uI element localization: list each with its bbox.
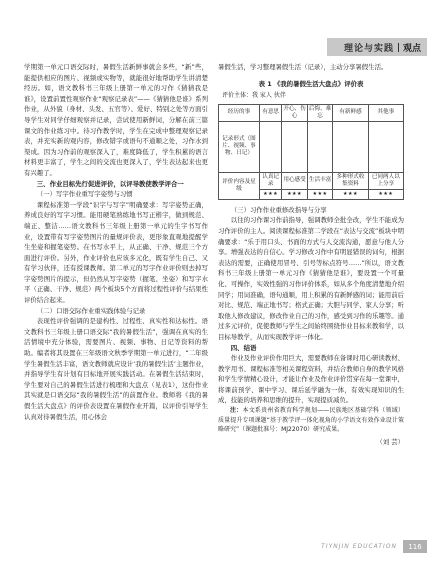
subsection-heading-1: （一）写字作业重写字姿势与习惯 xyxy=(36,190,133,199)
table-row-label: 评价内容及星级 xyxy=(219,172,260,199)
table-criteria-cell: 生活丰富 xyxy=(307,172,333,189)
star-rating: ★★★ xyxy=(333,189,368,199)
table-cell-empty xyxy=(333,121,368,172)
table-cell-empty xyxy=(282,121,308,172)
editor-credit: （刘 芸） xyxy=(376,437,404,446)
right-paragraph-3: 作业及作业评价作用巨大，需要教师在备课时用心研读教材、教学用书、课程标准等相关课程资料，并结合教师自身的教学风格和学生学情精心设计，才能让作业及作业评价贯穿在每一堂课中，将课前预学、课中学习、课后延学融为一体，有效实现知识的生成，技能的培养和思维的提升，实现提质减负。 xyxy=(218,354,404,405)
table-header-cell: 有意思 xyxy=(260,104,282,121)
table-header-row xyxy=(219,104,404,121)
section-heading-4: 四、结语 xyxy=(230,343,257,352)
star-rating: ★★★ xyxy=(260,189,282,199)
right-paragraph-2: 以往的习作课习作前指导，强调教师全批全改，学生不能成为习作评价的主人。阅读课程标准第二学段在“表达与交流”板块中明确要求：“乐于用口头、书面的方式与人交流沟通，愿意与他人分享。增强表达的自信心。学习修改习作中有明显错误的词句，根据表达的需要，正确使用冒号、引号等标点符号……”所以，语文教科书三年级上册第一单元习作《猜猜他是谁》，要设置一个可量化、可操作，实效性强的习作评价体系，如从多个角度清楚地介绍同学；用词准确，语句通顺，用上积累的有新鲜感的词；能用前后对比、规范、端正地书写；格式正确；大胆与同学、家人分享；听取他人修改建议，修改作业自己的习作，感受到习作的乐趣等。通过多元评价，促使教师与学生之间始终围绕作业目标来教和学，以目标导教学，从而实现教学评一体化。 xyxy=(218,216,404,341)
footer-journal-name: TIYNJIN EDUCATION xyxy=(321,543,397,550)
left-paragraph-1: 学期第一单元口语交际时，暑假生活新鲜事就会多些，“新”些，能提供相应的图片、视频或实物等，就能很好地帮助学生讲清楚经历。如，语文教科书三年级上册第一单元的习作《猜猜我是谁》，设置前置性观察作业“观察记录表”——《猜猜他是谁》系列作业，从外貌（身材、头发、五官等）、爱好、特别之处等方面引导学生对同学仔细观察并记录，尝试使用新鲜词，分解在前三篇课文的作业练习中。待习作教学时，学生在完成中整理观察记录表，并充实新的观内容，修改错字或语句不通顺之处，习作水到渠成。因为习作前的观察深入了，难度降低了，学生积累的语言材料更丰富了，学生之间的交流也更深入了，学生表达起来也更有兴趣了。 xyxy=(24,63,208,177)
table-header-cell: 有新鲜感 xyxy=(333,104,368,121)
table-cell-empty xyxy=(368,121,403,172)
table-row-record-form xyxy=(219,121,404,172)
header-separator xyxy=(398,43,399,52)
footnote-text: 本文系贵州省教育科学规划——民族地区基础学科（领域）质量提升专项课题“基于教学评一体化视角的小学语文有效作业设计策略研究”（课题批准号：MJ22070）研究成果。 xyxy=(218,407,404,434)
header-subsection-label: 观点 xyxy=(402,43,421,54)
table-row-criteria xyxy=(219,172,404,189)
table-header-cell: 开心、伤心 xyxy=(282,104,308,121)
star-rating: ★★★ xyxy=(368,189,403,199)
table-title: 表 1 《我的暑假生活大盘点》评价表 xyxy=(258,79,364,88)
table-header-cell: 其他事 xyxy=(368,104,403,121)
table-header-cell: 经历的事 xyxy=(219,104,260,121)
header-section-label: 理论与实践 xyxy=(343,43,394,54)
subsection-heading-2: （二）口语交际作业重实践体验与记录 xyxy=(36,306,146,315)
table-evaluator-line: 评价主体：我 家人 伙伴 xyxy=(222,92,286,100)
table-cell-empty xyxy=(307,121,333,172)
table-header-cell: 后悔、难忘 xyxy=(307,104,333,121)
left-paragraph-3: 表现性评价强调的是建构性、过程性、真实性和达标性。语文教科书三年级上册口语交际“我的暑假生活”，强调在真实的生活情境中充分体验，需要图片、视频、事物、日记等资料的帮助。编者将其设置在三年级语文秋季学期第一单元进行，“二年级学生暑假生活丰富，语文教师就应设计‘我的暑假生活’主题作业，并指导学生有计划有目标地开展实践活动。在暑假生活结束时，学生要对自己的暑假生活进行梳理和大盘点（见表1），这份作业其实就是口语交际“我的暑假生活”的前置作业。教师将《我的暑假生活大盘点》的评价表设置在暑假作业开篇，以评价引导学生认真对待暑假生活，用心体会 xyxy=(24,317,208,421)
left-paragraph-2: 课程标准第一学段“识字与写字”明确要求：写字姿势正确，养成良好的写字习惯。能用硬笔熟练地书写正楷字，做到规范、端正、整洁……语文教科书三年级上册第一单元的生字书写作业，设置带有写字姿势图片的量规评价表，更形象直观地提醒学生坐姿和握笔姿势。在书写水平上，从正确、干净、规范三个方面进行评价。另外，作业评价也应该多元化，既有学生自己、又有学习伙伴，还有授课教师。第二单元的写字作业评价则去掉写字姿势图片的提示，但仍然从写字姿势（握笔、坐姿）和写字水平（正确、干净、规范）两个板块5个方面将过程性评价与结果性评价结合起来。 xyxy=(24,200,208,305)
right-paragraph-1: 暑假生活，学习整理暑假生活（记录），主动分享暑假生活。 xyxy=(218,63,388,71)
table-criteria-cell: 认真记录 xyxy=(260,172,282,189)
page-number: 116 xyxy=(403,540,427,553)
footnote-prefix: 注： xyxy=(230,407,243,415)
star-rating: ★★★ xyxy=(307,189,333,199)
section-heading-3: 三、作业目标先行促进评价，以评导教使教学评合一 xyxy=(36,179,184,188)
table-criteria-cell: 已同两人以上分享 xyxy=(368,172,403,189)
left-column xyxy=(24,62,208,422)
star-rating: ★★★ xyxy=(282,189,308,199)
table-row-label: 记录形式（图片、视频、事物、日记） xyxy=(219,121,260,172)
evaluation-table xyxy=(218,104,404,200)
page-header xyxy=(0,0,427,56)
footnote xyxy=(218,406,404,435)
right-column xyxy=(218,62,404,447)
header-section-tab xyxy=(327,38,427,56)
table-criteria-cell: 多种形式收集资料 xyxy=(333,172,368,189)
table-cell-empty xyxy=(260,121,282,172)
table-criteria-cell: 用心感受 xyxy=(282,172,308,189)
subsection-heading-3: （三）习作作业重修改指导与分享 xyxy=(230,205,327,214)
